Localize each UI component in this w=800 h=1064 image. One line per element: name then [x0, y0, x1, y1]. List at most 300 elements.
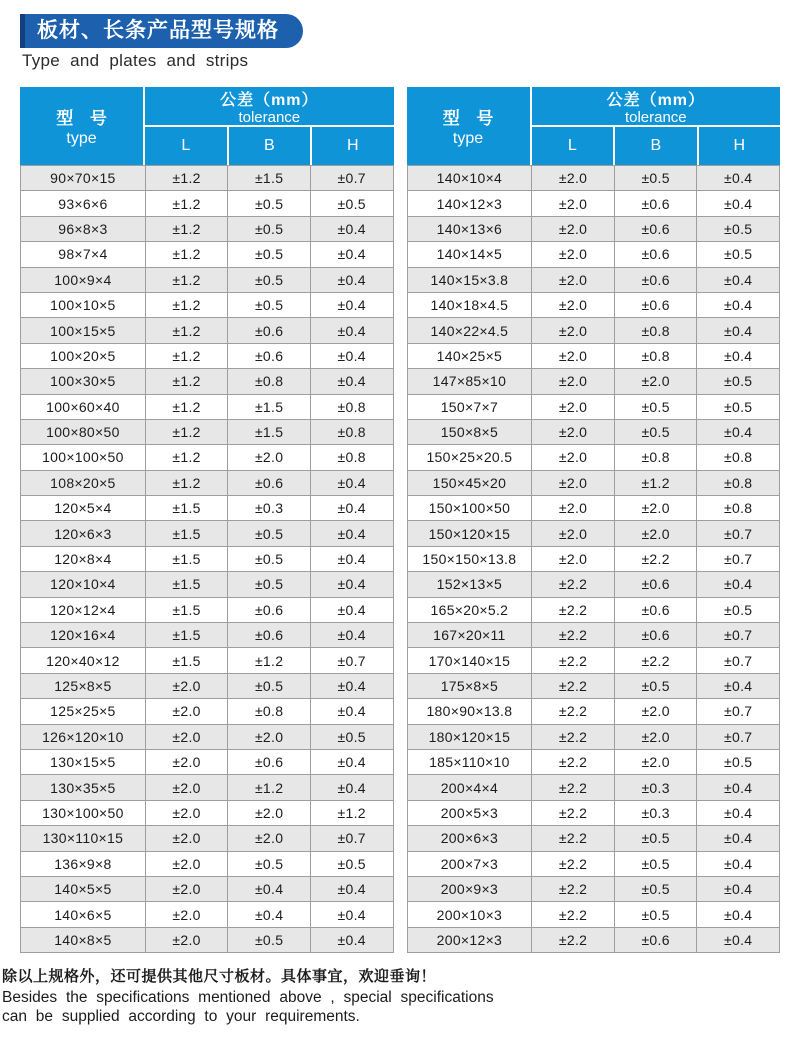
tolerance-b-value: ±0.5: [614, 826, 697, 851]
tolerance-label-en: tolerance: [238, 108, 301, 126]
tolerance-h-value: ±0.4: [310, 496, 393, 521]
table-row: [21, 318, 394, 343]
type-header-cell: [20, 87, 145, 165]
tolerance-l-value: ±2.2: [532, 699, 615, 724]
tolerance-h-value: ±0.5: [310, 191, 393, 216]
type-value: 140×25×5: [407, 343, 532, 368]
table-row: [21, 775, 394, 800]
type-value: 200×7×3: [407, 851, 532, 876]
type-value: 150×8×5: [407, 419, 532, 444]
tolerance-h-value: ±0.4: [310, 242, 393, 267]
type-value: 100×10×5: [21, 292, 146, 317]
tolerance-h-value: ±0.4: [697, 800, 780, 825]
footer-note-en: [2, 988, 742, 1026]
table-row: [21, 902, 394, 927]
column-header-b: B: [227, 127, 310, 165]
tolerance-l-value: ±2.0: [145, 699, 228, 724]
tolerance-h-value: ±0.4: [310, 597, 393, 622]
tolerance-b-value: ±1.5: [228, 166, 311, 191]
tolerance-header: [145, 87, 393, 165]
tolerance-b-value: ±0.6: [614, 597, 697, 622]
type-value: 136×9×8: [21, 851, 146, 876]
type-value: 130×110×15: [21, 826, 146, 851]
tolerance-l-value: ±2.2: [532, 775, 615, 800]
tolerance-b-value: ±0.6: [614, 216, 697, 241]
column-header-l: L: [181, 137, 191, 154]
table-row: [407, 572, 780, 597]
tolerance-h-value: ±0.4: [310, 572, 393, 597]
table-row: [21, 445, 394, 470]
table-row: [407, 749, 780, 774]
tolerance-l-value: ±2.0: [532, 216, 615, 241]
tolerance-l-value: ±1.5: [145, 623, 228, 648]
type-value: 140×6×5: [21, 902, 146, 927]
tolerance-l-value: ±2.0: [145, 724, 228, 749]
page-title: 板材、长条产品型号规格: [37, 19, 279, 42]
table-row: [21, 749, 394, 774]
tolerance-l-value: ±1.5: [145, 546, 228, 571]
tolerance-h-value: ±0.5: [697, 394, 780, 419]
type-value: 98×7×4: [21, 242, 146, 267]
table-row: [407, 699, 780, 724]
type-value: 180×120×15: [407, 724, 532, 749]
tolerance-b-value: ±1.5: [228, 419, 311, 444]
tolerance-l-value: ±2.2: [532, 851, 615, 876]
type-value: 185×110×10: [407, 749, 532, 774]
table-row: [21, 191, 394, 216]
table-row: [21, 572, 394, 597]
tolerance-b-value: ±2.0: [614, 496, 697, 521]
table-row: [21, 242, 394, 267]
tolerance-b-value: ±0.6: [228, 749, 311, 774]
table-row: [21, 216, 394, 241]
table-row: [21, 927, 394, 952]
tolerance-l-value: ±2.2: [532, 673, 615, 698]
table-row: [21, 546, 394, 571]
tolerance-l-value: ±2.0: [145, 927, 228, 952]
tolerance-b-value: ±0.6: [228, 623, 311, 648]
type-value: 120×5×4: [21, 496, 146, 521]
table-row: [21, 623, 394, 648]
table-row: [407, 851, 780, 876]
type-value: 152×13×5: [407, 572, 532, 597]
table-row: [407, 902, 780, 927]
tolerance-h-value: ±0.4: [310, 292, 393, 317]
tolerance-h-value: ±0.5: [697, 597, 780, 622]
table-row: [407, 521, 780, 546]
tolerance-l-value: ±2.0: [532, 242, 615, 267]
table-header-right: [407, 87, 781, 165]
type-label-en: type: [66, 130, 97, 147]
type-value: 150×7×7: [407, 394, 532, 419]
tolerance-b-value: ±0.8: [228, 369, 311, 394]
tolerance-b-value: ±0.4: [228, 876, 311, 901]
tolerance-b-value: ±0.6: [228, 470, 311, 495]
table-row: [407, 724, 780, 749]
tolerance-l-value: ±2.0: [145, 800, 228, 825]
type-value: 100×15×5: [21, 318, 146, 343]
type-value: 150×100×50: [407, 496, 532, 521]
tolerance-l-value: ±1.2: [145, 470, 228, 495]
type-label-en: type: [452, 130, 484, 147]
tolerance-h-value: ±0.4: [697, 191, 780, 216]
type-value: 200×6×3: [407, 826, 532, 851]
type-value: 96×8×3: [21, 216, 146, 241]
tolerance-header: [532, 87, 780, 165]
table-row: [407, 775, 780, 800]
table-row: [407, 191, 780, 216]
tolerance-h-value: ±0.4: [697, 267, 780, 292]
tolerance-h-value: ±0.4: [310, 902, 393, 927]
type-value: 126×120×10: [21, 724, 146, 749]
type-value: 125×25×5: [21, 699, 146, 724]
tolerance-l-value: ±2.0: [532, 267, 615, 292]
type-value: 140×22×4.5: [407, 318, 532, 343]
spec-table-left: [20, 87, 394, 953]
tolerance-b-value: ±0.5: [228, 927, 311, 952]
type-value: 175×8×5: [407, 673, 532, 698]
tolerance-b-value: ±0.5: [228, 191, 311, 216]
tolerance-h-value: ±0.4: [697, 927, 780, 952]
table-row: [407, 369, 780, 394]
table-row: [407, 648, 780, 673]
tolerance-l-value: ±1.5: [145, 521, 228, 546]
tolerance-h-value: ±0.4: [697, 318, 780, 343]
tolerance-b-value: ±0.8: [614, 445, 697, 470]
tolerance-h-value: ±0.4: [697, 673, 780, 698]
tolerance-l-value: ±1.5: [145, 496, 228, 521]
tolerance-l-value: ±2.0: [532, 546, 615, 571]
tolerance-b-value: ±0.6: [614, 927, 697, 952]
tolerance-b-value: ±0.5: [614, 166, 697, 191]
tolerance-l-value: ±2.0: [532, 445, 615, 470]
tolerance-h-value: ±0.4: [697, 826, 780, 851]
table-row: [21, 343, 394, 368]
table-row: [407, 419, 780, 444]
table-row: [407, 470, 780, 495]
tolerance-h-value: ±0.7: [310, 826, 393, 851]
tolerance-b-value: ±2.0: [614, 749, 697, 774]
footer-note-en-line2: can be supplied according to your requirements.: [2, 1008, 360, 1026]
type-value: 100×20×5: [21, 343, 146, 368]
tolerance-b-value: ±2.0: [228, 800, 311, 825]
tolerance-b-value: ±0.6: [614, 242, 697, 267]
tolerance-h-value: ±0.4: [310, 699, 393, 724]
table-row: [21, 267, 394, 292]
tolerance-h-value: ±0.7: [697, 699, 780, 724]
tolerance-l-value: ±1.2: [145, 445, 228, 470]
tolerance-b-value: ±1.2: [228, 775, 311, 800]
tolerance-h-value: ±0.5: [697, 242, 780, 267]
tolerance-l-value: ±1.2: [145, 166, 228, 191]
tolerance-b-value: ±0.5: [614, 876, 697, 901]
tolerance-l-value: ±1.5: [145, 648, 228, 673]
tolerance-l-value: ±2.0: [532, 419, 615, 444]
type-value: 120×8×4: [21, 546, 146, 571]
tolerance-l-value: ±1.5: [145, 597, 228, 622]
page-title-banner: [20, 14, 303, 48]
table-row: [21, 724, 394, 749]
tolerance-l-value: ±2.2: [532, 648, 615, 673]
tolerance-h-value: ±0.8: [697, 496, 780, 521]
footer-note: [2, 965, 742, 1026]
tolerance-h-value: ±0.8: [310, 445, 393, 470]
tolerance-h-value: ±0.4: [310, 623, 393, 648]
type-value: 150×150×13.8: [407, 546, 532, 571]
tolerance-b-value: ±0.5: [228, 851, 311, 876]
tolerance-h-value: ±0.4: [310, 470, 393, 495]
table-row: [407, 242, 780, 267]
tolerance-h-value: ±0.4: [310, 369, 393, 394]
tolerance-label-cn: 公差（mm）: [220, 91, 319, 109]
tolerance-l-value: ±2.0: [532, 318, 615, 343]
table-row: [407, 292, 780, 317]
tolerance-b-value: ±0.8: [614, 343, 697, 368]
tolerance-l-value: ±1.2: [145, 419, 228, 444]
tolerance-b-value: ±0.5: [228, 572, 311, 597]
tolerance-b-value: ±0.5: [228, 546, 311, 571]
tolerance-l-value: ±2.2: [532, 902, 615, 927]
table-row: [407, 826, 780, 851]
spec-table-right: [407, 87, 781, 953]
page-subtitle: Type and plates and strips: [22, 51, 249, 70]
table-row: [21, 851, 394, 876]
tolerance-b-value: ±0.3: [614, 775, 697, 800]
tolerance-b-value: ±0.5: [614, 902, 697, 927]
table-row: [407, 927, 780, 952]
type-value: 140×15×3.8: [407, 267, 532, 292]
table-row: [407, 597, 780, 622]
tolerance-l-value: ±2.0: [532, 292, 615, 317]
table-row: [21, 470, 394, 495]
tolerance-l-value: ±2.0: [145, 826, 228, 851]
type-value: 108×20×5: [21, 470, 146, 495]
tolerance-h-value: ±0.4: [697, 419, 780, 444]
table-row: [21, 597, 394, 622]
type-value: 147×85×10: [407, 369, 532, 394]
table-row: [21, 876, 394, 901]
tolerance-h-value: ±0.4: [697, 166, 780, 191]
tolerance-h-value: ±0.4: [310, 876, 393, 901]
spec-rows-left: [20, 165, 394, 953]
tolerance-l-value: ±1.2: [145, 394, 228, 419]
tolerance-l-value: ±2.0: [145, 876, 228, 901]
tolerance-h-value: ±0.7: [310, 166, 393, 191]
type-value: 150×45×20: [407, 470, 532, 495]
tolerance-l-value: ±2.0: [145, 673, 228, 698]
tolerance-b-value: ±0.5: [228, 292, 311, 317]
tolerance-h-value: ±0.5: [697, 749, 780, 774]
tolerance-h-value: ±0.4: [697, 572, 780, 597]
tolerance-h-value: ±0.4: [697, 902, 780, 927]
tolerance-b-value: ±0.5: [228, 267, 311, 292]
tolerance-b-value: ±2.0: [614, 699, 697, 724]
tolerance-b-value: ±2.2: [614, 546, 697, 571]
tolerance-l-value: ±2.0: [145, 749, 228, 774]
tolerance-b-value: ±2.0: [614, 724, 697, 749]
tolerance-l-value: ±1.2: [145, 191, 228, 216]
tolerance-h-value: ±0.5: [310, 724, 393, 749]
tolerance-h-value: ±0.4: [697, 851, 780, 876]
tolerance-l-value: ±2.2: [532, 826, 615, 851]
tolerance-b-value: ±2.0: [228, 445, 311, 470]
table-row: [407, 800, 780, 825]
type-value: 140×10×4: [407, 166, 532, 191]
tolerance-l-value: ±2.2: [532, 749, 615, 774]
tolerance-l-value: ±2.0: [532, 470, 615, 495]
tolerance-b-value: ±0.5: [614, 419, 697, 444]
tolerance-b-value: ±0.6: [614, 292, 697, 317]
tolerance-b-value: ±0.6: [614, 623, 697, 648]
tolerance-b-value: ±0.3: [614, 800, 697, 825]
type-value: 90×70×15: [21, 166, 146, 191]
type-value: 130×15×5: [21, 749, 146, 774]
type-value: 120×6×3: [21, 521, 146, 546]
tolerance-label-cell: [532, 87, 780, 127]
tolerance-h-value: ±0.5: [697, 369, 780, 394]
tolerance-h-value: ±0.7: [697, 623, 780, 648]
tolerance-h-value: ±0.4: [310, 927, 393, 952]
tolerance-l-value: ±2.0: [532, 496, 615, 521]
table-row: [407, 343, 780, 368]
table-row: [407, 166, 780, 191]
spec-rows-right: [407, 165, 781, 953]
tolerance-l-value: ±2.2: [532, 724, 615, 749]
tolerance-b-value: ±0.6: [228, 597, 311, 622]
tolerance-b-value: ±2.2: [614, 648, 697, 673]
tolerance-h-value: ±0.4: [310, 318, 393, 343]
type-value: 120×12×4: [21, 597, 146, 622]
tolerance-l-value: ±2.0: [145, 851, 228, 876]
tolerance-b-value: ±0.5: [614, 673, 697, 698]
type-value: 120×16×4: [21, 623, 146, 648]
tolerance-h-value: ±0.4: [310, 775, 393, 800]
type-value: 130×100×50: [21, 800, 146, 825]
type-value: 100×60×40: [21, 394, 146, 419]
tolerance-l-value: ±1.2: [145, 369, 228, 394]
table-row: [407, 496, 780, 521]
tolerance-b-value: ±0.6: [614, 191, 697, 216]
table-row: [21, 800, 394, 825]
tolerance-b-value: ±0.6: [228, 343, 311, 368]
type-value: 165×20×5.2: [407, 597, 532, 622]
footer-note-en-line1: Besides the specifications mentioned above , special specifications: [2, 989, 494, 1007]
tolerance-b-value: ±0.4: [228, 902, 311, 927]
table-row: [21, 648, 394, 673]
type-value: 200×12×3: [407, 927, 532, 952]
tolerance-h-value: ±0.8: [697, 470, 780, 495]
type-value: 100×100×50: [21, 445, 146, 470]
spec-tables: [20, 87, 780, 953]
tolerance-h-value: ±0.4: [310, 521, 393, 546]
tolerance-h-value: ±0.4: [697, 775, 780, 800]
tolerance-l-value: ±2.2: [532, 572, 615, 597]
type-value: 180×90×13.8: [407, 699, 532, 724]
tolerance-label-en: tolerance: [624, 108, 687, 126]
tolerance-l-value: ±2.2: [532, 597, 615, 622]
tolerance-l-value: ±1.2: [145, 292, 228, 317]
type-value: 150×120×15: [407, 521, 532, 546]
tolerance-b-value: ±0.5: [228, 242, 311, 267]
tolerance-b-value: ±0.5: [614, 851, 697, 876]
table-row: [21, 166, 394, 191]
tolerance-b-value: ±2.0: [614, 521, 697, 546]
tolerance-l-value: ±1.5: [145, 572, 228, 597]
column-header-h: H: [697, 127, 780, 165]
type-label-cn: 型 号: [56, 109, 113, 128]
tolerance-b-value: ±2.0: [228, 826, 311, 851]
type-value: 100×30×5: [21, 369, 146, 394]
type-value: 140×12×3: [407, 191, 532, 216]
tolerance-label-cn: 公差（mm）: [606, 91, 706, 109]
tolerance-l-value: ±2.0: [532, 191, 615, 216]
tolerance-b-value: ±0.8: [228, 699, 311, 724]
table-row: [407, 673, 780, 698]
type-value: 140×18×4.5: [407, 292, 532, 317]
tolerance-h-value: ±0.4: [310, 749, 393, 774]
tolerance-l-value: ±2.0: [145, 902, 228, 927]
tolerance-b-value: ±0.3: [228, 496, 311, 521]
tolerance-b-value: ±0.6: [614, 267, 697, 292]
tolerance-h-value: ±0.4: [697, 292, 780, 317]
tolerance-b-value: ±0.6: [614, 572, 697, 597]
tolerance-h-value: ±0.5: [310, 851, 393, 876]
type-value: 200×5×3: [407, 800, 532, 825]
tolerance-b-value: ±1.2: [228, 648, 311, 673]
tolerance-b-value: ±0.8: [614, 318, 697, 343]
column-header-h: H: [310, 127, 393, 165]
tolerance-l-value: ±2.0: [145, 775, 228, 800]
table-header-left: [20, 87, 394, 165]
tolerance-b-value: ±2.0: [614, 369, 697, 394]
tolerance-h-value: ±0.4: [310, 267, 393, 292]
table-row: [407, 318, 780, 343]
tolerance-label-cell: [145, 87, 393, 127]
tolerance-h-value: ±0.7: [697, 521, 780, 546]
tolerance-l-value: ±2.0: [532, 394, 615, 419]
tolerance-b-value: ±0.5: [228, 521, 311, 546]
table-row: [407, 623, 780, 648]
footer-note-cn: 除以上规格外，还可提供其他尺寸板材。具体事宜，欢迎垂询！: [2, 968, 437, 986]
type-label-cn: 型 号: [442, 109, 500, 128]
tolerance-l-value: ±2.2: [532, 623, 615, 648]
tolerance-h-value: ±0.4: [310, 343, 393, 368]
type-value: 130×35×5: [21, 775, 146, 800]
table-row: [407, 394, 780, 419]
tolerance-b-value: ±1.5: [228, 394, 311, 419]
tolerance-h-value: ±0.7: [697, 546, 780, 571]
table-row: [21, 699, 394, 724]
tolerance-l-value: ±2.0: [532, 343, 615, 368]
type-value: 120×10×4: [21, 572, 146, 597]
type-value: 170×140×15: [407, 648, 532, 673]
type-value: 120×40×12: [21, 648, 146, 673]
type-header-cell: [407, 87, 532, 165]
tolerance-h-value: ±0.4: [697, 343, 780, 368]
tolerance-h-value: ±0.8: [697, 445, 780, 470]
tolerance-columns: [532, 127, 780, 165]
tolerance-h-value: ±0.8: [310, 419, 393, 444]
table-row: [21, 496, 394, 521]
tolerance-l-value: ±2.2: [532, 800, 615, 825]
table-row: [21, 369, 394, 394]
table-row: [21, 292, 394, 317]
tolerance-l-value: ±2.2: [532, 876, 615, 901]
table-row: [407, 876, 780, 901]
tolerance-h-value: ±0.4: [310, 216, 393, 241]
tolerance-h-value: ±0.8: [310, 394, 393, 419]
tolerance-l-value: ±1.2: [145, 216, 228, 241]
